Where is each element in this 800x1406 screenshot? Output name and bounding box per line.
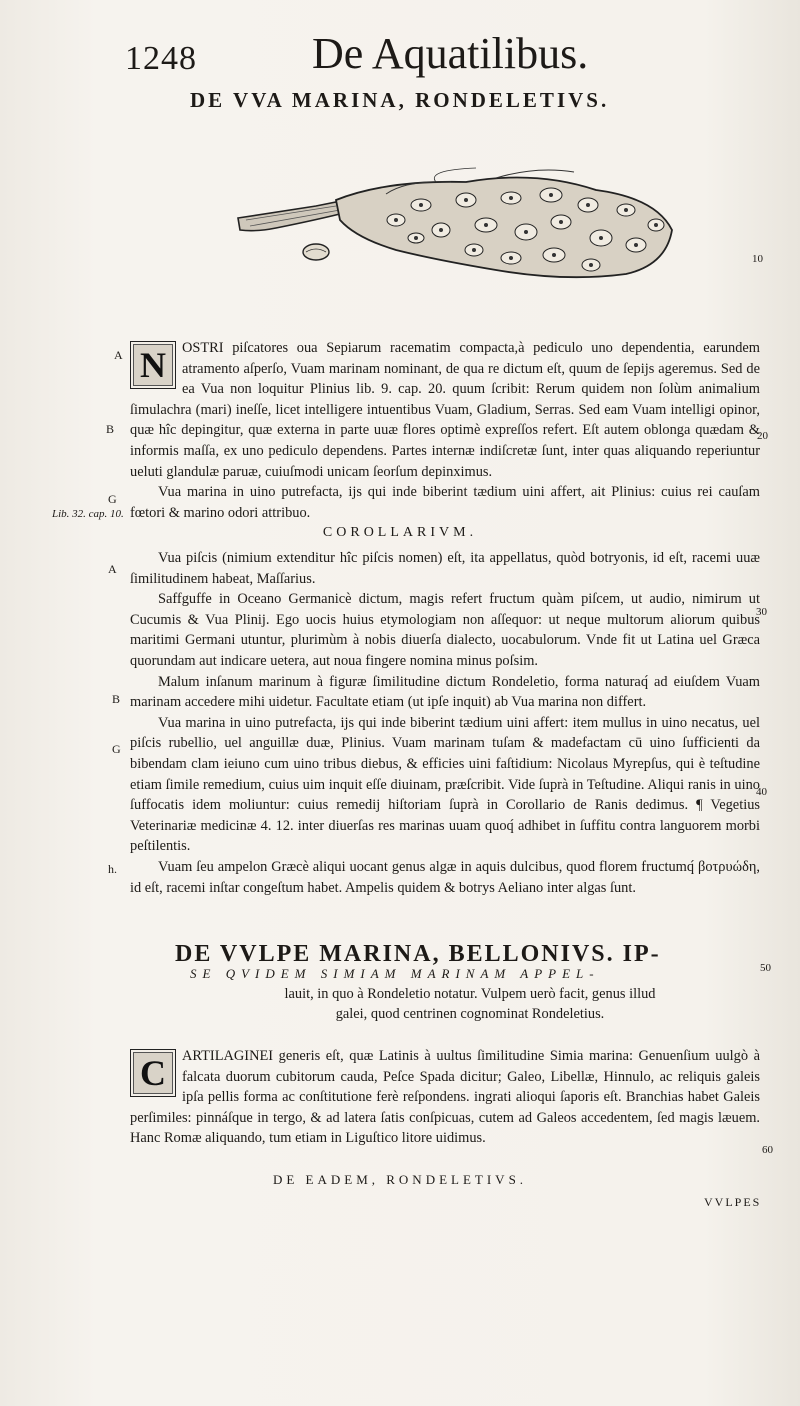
line-number-60: 60 xyxy=(762,1144,773,1156)
margin-letter-a: A xyxy=(114,348,123,362)
corollarium-paragraph-1: Vua piſcis (nimium extenditur hîc piſcis nomen) eſt, ita appellatus, quòd botryonis, id eſt, racemi uuæ ſimilitudinem habeat, Maſſarius. xyxy=(130,550,760,587)
line-number-30: 30 xyxy=(756,606,767,618)
vulpes-paragraph: C ARTILAGINEI generis eſt, quæ Latinis à uultus ſimilitudine Simia marina: Genuenſium uulgò à falcata duorum cubitorum cauda, Peſce Spada dicitur; Galeo, Libellæ, Hinnulo, ac reliquis galeis ipſa pellis forma ac conſtitutione ferè reſpondens. ingrati alioqui ſaporis eſt. Branchias habet Galeis perſimiles: pinnáſque in tergo, & ad latera ſatis conſpicuas, cutem ad Galeos accedentem, ſed magis læuem. Hanc Romæ aliquando, tum etiam in Liguſtico litore uidimus. xyxy=(130,1048,760,1147)
line-number-50: 50 xyxy=(760,962,771,974)
section-heading: DE VVA MARINA, RONDELETIVS. xyxy=(190,88,610,112)
section-paragraph-1: N OSTRI piſcatores oua Sepiarum racematim compacta,à pediculo uno dependentia, earundem atramento aſperſo, Vuam marinam nominant, de qua re dictum eſt, quum de ſepijs ageremus. Sed de ea Vua non loquitur Plinius lib. 9. cap. 20. quum ſcribit: Rerum quidem non ſolùm animalium ſimulachra (mari) ineſſe, licet intelligere intuentibus Vuam, Gladium, Serras. Sed eam Vuam intelligi opinor, quæ hîc depingitur, quæ externa in parte uuæ flores optimè expreſſos refert. Eſt autem oblonga quædam & informis maſſa, ex uno pediculo dependens. Partes internæ indiſcretæ ſunt, inter quas aliquando reperiuntur ueluti glandulæ paruæ, cuiuſmodi unicam ſeorſum depinximus. xyxy=(130,340,760,480)
dropcap-c: C xyxy=(130,1049,176,1097)
corollarium-body xyxy=(130,548,760,898)
section-body xyxy=(130,338,760,523)
vulpes-heading-line-3: lauit, in quo à Rondeletio notatur. Vulpem uerò facit, genus illud galei, quod centrinen cognominat Rondeletius. xyxy=(284,986,656,1022)
margin-letter-h: h. xyxy=(108,862,117,876)
corollarium-paragraph-5: Vuam ſeu ampelon Græcè aliqui uocant genus algæ in aquis dulcibus, quod florem fructumq́ βοτρυώδη, id eſt, racemi inſtar congeſtum habet. Ampelis quidem & botrys Aeliano inter algas ſunt. xyxy=(130,858,760,896)
vulpes-heading-line-2: SE QVIDEM SIMIAM MARINAM APPEL- xyxy=(190,966,600,981)
margin-letter-a-2: A xyxy=(108,562,117,576)
next-section-heading: DE EADEM, RONDELETIVS. xyxy=(272,1172,528,1187)
margin-letter-g-2: G xyxy=(112,742,121,756)
corollarium-paragraph-2: Saffguffe in Oceano Germanicè dictum, magis refert fructum quàm piſcem, ut audio, nimirum ut Cucumis & Vua Plinij. Ego uocis huius etymologiam non aſſequor: ut neque multorum aliorum quibus maritimi Germani utuntur, plurimùm à nobis diuerſa dialecto, uocabulorum. Vnde fit ut Latina uel Græca quorundam aut indicare uetera, aut noua fingere nomina minus poſsim. xyxy=(130,591,760,669)
corollarium-paragraph-3: Malum inſanum marinum à figuræ ſimilitudine dictum Rondeletio, forma naturaq́ ad eiuſdem Vuam marinam accedere mihi uidetur. Facultate etiam (ut ipſe inquit) ab Vua marina non differt. xyxy=(130,673,760,711)
dropcap-n: N xyxy=(130,341,176,389)
running-title: De Aquatilibus. xyxy=(312,29,589,78)
vulpes-body xyxy=(130,1046,760,1149)
sea-grape-woodcut xyxy=(236,160,676,290)
line-number-20: 20 xyxy=(757,430,768,442)
section-paragraph-2: Vua marina in uino putrefacta, ijs qui inde biberint tædium uini affert, ait Plinius: cuius rei cauſam fœtori & marino odori attribuo. xyxy=(130,484,760,521)
margin-letter-b: B xyxy=(106,422,115,436)
line-number-10: 10 xyxy=(752,253,763,265)
vulpes-heading-line-1: DE VVLPE MARINA, BELLONIVS. IP- xyxy=(175,941,661,967)
margin-reference: Lib. 32. cap. 10. xyxy=(52,508,124,520)
margin-letter-b-2: B xyxy=(112,692,121,706)
margin-letter-g: G xyxy=(108,492,117,506)
corollarium-paragraph-4: Vua marina in uino putrefacta, ijs qui inde biberint tædium uini affert: item mullus in uino necatus, uel piſcis rubellio, uel anguillæ duæ, Plinius. Vuam marinam tuſam & madefactam cū uino ſufficienti da bibendam clam ieiuno cum uino tribus diebus, & efficies uini faſtidium: Nicolaus Myrepſus, qui è teſtudine etiam ſimile remedium, cuius uim inquit eſſe diuinam, præſcribit. Vide ſuprà in Teſtudine. Aliqui ranis in uino ſuffocatis idem moliuntur: cuius remedij hiſtoriam ſuprà in Corollario de Ranis dedimus. ¶ Vegetius Veterinariæ medicinæ 4. 12. inter diuerſas res marinas uuam quoq́ adhibet in ſuffitu contra languorem morbi peſtilentis. xyxy=(130,714,760,855)
page-number: 1248 xyxy=(125,40,197,77)
line-number-40: 40 xyxy=(756,786,767,798)
corollarium-heading: COROLLARIVM. xyxy=(322,525,478,540)
catchword: VVLPES xyxy=(704,1195,762,1209)
